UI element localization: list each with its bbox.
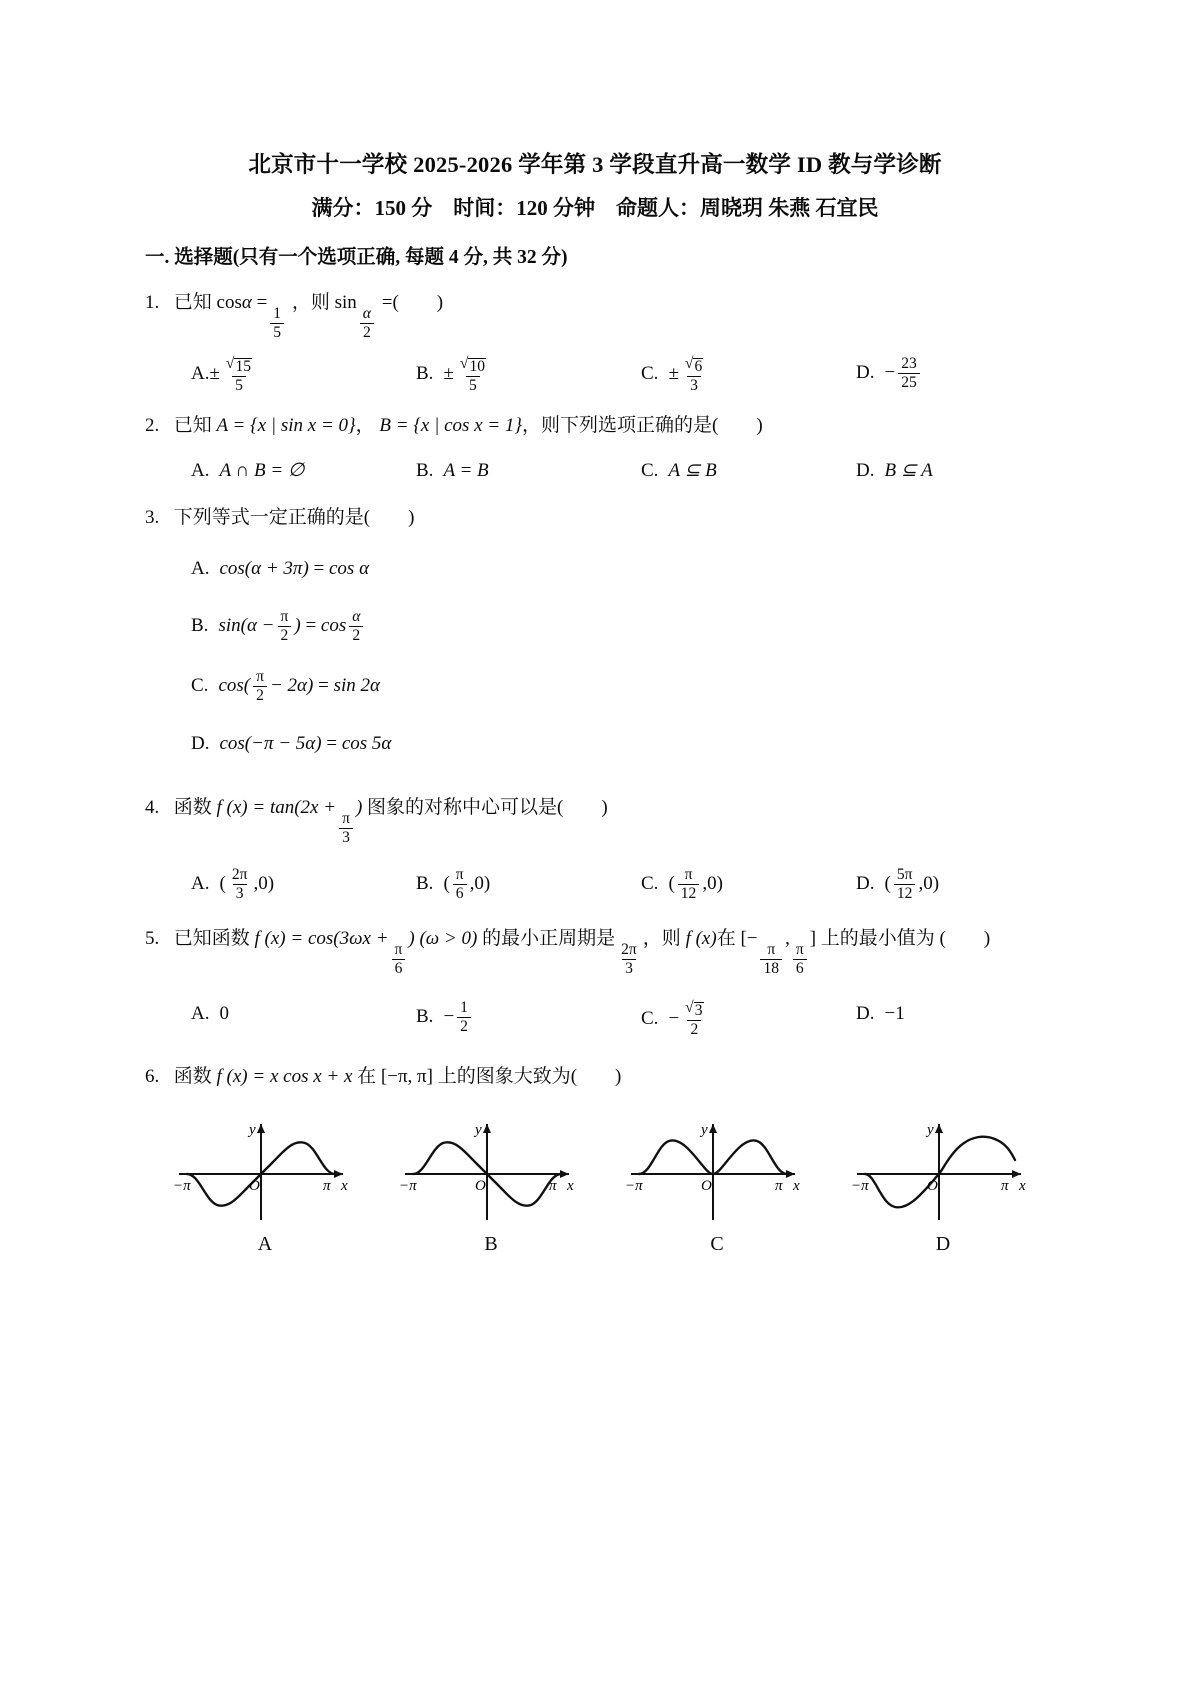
question-4-stem: 4. 函数 f (x) = tan(2x + $\frac{\pi}{3}$ ) 图象的对称中心可以是( ) <box>145 794 1045 845</box>
option-tag: C. <box>641 459 659 481</box>
question-3-stem <box>145 504 1045 533</box>
option-sign: ± <box>209 363 220 385</box>
question-2-option-a[interactable] <box>191 457 416 486</box>
option-sign: − <box>884 361 896 383</box>
question-3-option-c[interactable]: C. cos( $\frac{\pi}{2}$ − 2α) = sin 2α <box>191 668 380 704</box>
option-sign: ± <box>443 363 454 385</box>
graph-c-tick-right: π <box>775 1177 783 1194</box>
option-radicand: 10 <box>469 358 486 376</box>
question-5-function-tail: ) (ω > 0) <box>408 928 478 950</box>
graph-a-label: A <box>257 1232 273 1255</box>
question-5-option-d[interactable] <box>856 1000 1036 1029</box>
graph-c-label: C <box>710 1232 724 1255</box>
option-tag: A. <box>191 872 210 894</box>
question-1-ask-fraction: $\frac{\alpha}{2}$ <box>360 306 374 340</box>
question-2-option-d[interactable] <box>856 457 1036 486</box>
option-tag: C. <box>641 872 659 894</box>
option-tag: D. <box>856 361 875 383</box>
question-2-stem-suffix: ，则下列选项正确的是( ) <box>522 415 763 437</box>
option-tag: B. <box>416 872 434 894</box>
graph-b-origin-label: O <box>475 1177 486 1194</box>
question-4 <box>145 794 1045 901</box>
section-heading: 一. 选择题(只有一个选项正确, 每题 4 分, 共 32 分) <box>145 246 568 268</box>
question-5-stem-prefix: 已知函数 <box>173 928 250 950</box>
graph-b-x-label: x <box>567 1177 574 1194</box>
option-tag: C. <box>641 363 659 385</box>
question-6-option-b[interactable] <box>391 1112 591 1259</box>
question-5-stem-tail: ( ) <box>939 928 991 950</box>
graph-b-tick-left: −π <box>399 1177 417 1194</box>
option-tag: D. <box>856 459 875 481</box>
question-5-stem: 5. 已知函数 f (x) = cos(3ωx + $\frac{\pi}{6}$ ) (ω > 0) 的最小正周期是 $\frac{2\pi}{3}$ ，则 f (x)在 [− $\frac{\pi}{18}$ , $\frac{\pi}{6}$ ] 上的最小值为 ( ) <box>145 925 1045 976</box>
question-2-set-a: A = {x | sin x = 0} <box>216 415 356 437</box>
question-3-stem-text: 下列等式一定正确的是( ) <box>173 507 415 529</box>
option-denominator: 5 <box>466 376 480 394</box>
question-1-number: 1. <box>145 292 160 314</box>
option-text: A ⊆ B <box>668 459 717 481</box>
option-denominator: 3 <box>687 376 701 394</box>
option-tag: C. <box>641 1007 659 1029</box>
graph-c-x-label: x <box>793 1177 800 1194</box>
question-5-options <box>191 1000 1045 1037</box>
graph-c <box>617 1112 817 1227</box>
option-sign: − <box>668 1007 680 1029</box>
graph-a <box>165 1112 365 1227</box>
option-lhs-head: sin(α − <box>218 615 275 637</box>
option-text: A ∩ B = ∅ <box>219 459 305 481</box>
option-text: B ⊆ A <box>884 459 933 481</box>
option-tag: D. <box>856 872 875 894</box>
question-6-option-a[interactable] <box>165 1112 365 1259</box>
question-5-stem-mid2: ，则 <box>642 928 681 950</box>
option-numerator: 23 <box>901 355 917 373</box>
option-sign: ± <box>668 363 679 385</box>
question-6-function: f (x) = x cos x + x <box>216 1066 353 1088</box>
question-1-given-var: α <box>241 292 252 314</box>
question-2-option-b[interactable] <box>416 457 641 486</box>
option-tag: A. <box>191 363 210 385</box>
graph-d-label: D <box>935 1232 951 1255</box>
question-5-option-c[interactable]: C. − √ 3 2 <box>641 999 703 1038</box>
option-tag: D. <box>191 732 210 754</box>
question-6-option-d[interactable] <box>843 1112 1043 1259</box>
option-text: −1 <box>884 1003 905 1025</box>
graph-c-origin-label: O <box>701 1177 712 1194</box>
option-text: 0 <box>219 1003 229 1025</box>
graph-b-label: B <box>484 1232 498 1255</box>
page-title: 北京市十一学校 2025-2026 学年第 3 学段直升高一数学 ID 教与学诊断 <box>248 152 942 177</box>
option-rhs: cos 5α <box>341 732 392 754</box>
question-1-option-a[interactable]: A. ± √ 15 5 <box>191 355 252 394</box>
question-4-function-tail: ) <box>355 797 363 819</box>
option-tag: D. <box>856 1003 875 1025</box>
question-1-stem-mid: ，则 <box>291 292 330 314</box>
question-2-number: 2. <box>145 415 160 437</box>
question-2-stem <box>145 412 1045 441</box>
option-rhs: cos α <box>329 557 370 579</box>
graph-a-tick-right: π <box>323 1177 331 1194</box>
option-lhs-tail: ) <box>294 615 301 637</box>
option-tag: A. <box>191 557 210 579</box>
graph-d-origin-label: O <box>927 1177 938 1194</box>
question-6-option-c[interactable] <box>617 1112 817 1259</box>
question-5-function-name: f (x) <box>685 928 717 950</box>
question-1-option-c[interactable]: C. ± √ 6 3 <box>641 355 703 394</box>
question-5-option-a[interactable] <box>191 1000 416 1029</box>
question-4-option-d[interactable]: D. ( $\frac{5\pi}{12}$ ,0) <box>856 866 940 902</box>
question-4-stem-suffix: 图象的对称中心可以是( ) <box>367 797 608 819</box>
question-1 <box>145 289 1045 393</box>
option-lhs: cos(α + 3π) <box>219 557 309 579</box>
question-1-option-b[interactable]: B. ± √ 10 5 <box>416 355 486 394</box>
question-5-function-head: f (x) = cos(3ωx + <box>254 928 389 950</box>
question-4-option-a[interactable]: A. ( $\frac{2\pi}{3}$ ,0) <box>191 866 275 902</box>
graph-c-tick-left: −π <box>625 1177 643 1194</box>
question-1-given-fraction: $\frac{1}{5}$ <box>270 306 284 340</box>
question-1-given-fn: cos <box>216 292 242 314</box>
question-5-number: 5. <box>145 928 160 950</box>
option-lhs: cos(−π − 5α) <box>219 732 322 754</box>
question-4-function-head: f (x) = tan(2x + <box>216 797 337 819</box>
question-4-number: 4. <box>145 797 160 819</box>
option-sign: − <box>443 1006 455 1028</box>
question-6-stem <box>145 1063 1045 1092</box>
question-5 <box>145 925 1045 1037</box>
option-radicand: 3 <box>694 1002 703 1020</box>
option-tag: B. <box>416 363 434 385</box>
graph-a-tick-left: −π <box>173 1177 191 1194</box>
question-4-stem-prefix: 函数 <box>173 797 212 819</box>
question-3-option-a[interactable]: A. cos(α + 3π) = cos α <box>191 555 621 584</box>
question-1-stem: 1. 已知 cosα = $\frac{1}{5}$ ，则 sin $\frac{\alpha}{2}$ =( ) <box>145 289 1045 340</box>
question-3-option-d[interactable]: D. cos(−π − 5α) = cos 5α <box>191 730 621 759</box>
question-2-options <box>191 457 1045 486</box>
option-tag: B. <box>416 459 434 481</box>
graph-d-y-label: y <box>927 1121 934 1138</box>
option-text: A = B <box>443 459 489 481</box>
question-2-option-c[interactable] <box>641 457 856 486</box>
graph-a-origin-label: O <box>249 1177 260 1194</box>
option-denominator: 5 <box>232 376 246 394</box>
question-2-comma: ， <box>355 415 375 437</box>
graph-b <box>391 1112 591 1227</box>
option-tag: A. <box>191 1003 210 1025</box>
graph-d-tick-left: −π <box>851 1177 869 1194</box>
question-1-stem-suffix: =( ) <box>381 292 444 314</box>
question-5-interval-comma: , <box>785 928 790 950</box>
question-3-number: 3. <box>145 507 160 529</box>
question-5-stem-suffix: ] 上的最小值为 <box>809 928 935 950</box>
option-radicand: 15 <box>235 358 252 376</box>
question-5-stem-mid3: 在 [− <box>716 928 758 950</box>
exam-sheet <box>145 150 1045 1259</box>
option-tag: B. <box>416 1006 434 1028</box>
graph-d-tick-right: π <box>1001 1177 1009 1194</box>
question-6-graph-options <box>165 1112 1045 1259</box>
question-5-option-b[interactable]: B. − $\frac{1}{2}$ <box>416 1000 641 1034</box>
question-3 <box>145 504 1045 784</box>
question-1-option-d[interactable] <box>856 356 1036 390</box>
question-4-options <box>191 867 1045 901</box>
graph-d-x-label: x <box>1019 1177 1026 1194</box>
question-1-stem-prefix: 已知 <box>173 292 212 314</box>
option-denominator: 2 <box>687 1020 701 1038</box>
question-6-stem-prefix: 函数 <box>173 1066 212 1088</box>
question-5-stem-mid: 的最小正周期是 <box>482 928 616 950</box>
option-radicand: 6 <box>694 358 703 376</box>
question-2 <box>145 412 1045 485</box>
option-denominator: 25 <box>898 373 920 391</box>
graph-b-tick-right: π <box>549 1177 557 1194</box>
question-3-option-b[interactable]: B. sin(α − $\frac{\pi}{2}$ ) = cos $\frac{\alpha}{2}$ <box>191 609 621 643</box>
graph-c-y-label: y <box>701 1121 708 1138</box>
graph-b-y-label: y <box>475 1121 482 1138</box>
question-3-options <box>191 555 1045 784</box>
exam-meta-line: 满分：150 分 时间：120 分钟 命题人：周晓玥 朱燕 石宜民 <box>311 196 879 221</box>
question-6-number: 6. <box>145 1066 160 1088</box>
option-tag: B. <box>191 615 209 637</box>
graph-d <box>843 1112 1043 1227</box>
question-6-stem-mid: 在 [−π, π] 上的图象大致为( ) <box>357 1066 622 1088</box>
question-4-option-b[interactable]: B. ( $\frac{\pi}{6}$ ,0) <box>416 866 491 902</box>
option-lhs-head: cos( <box>218 675 251 697</box>
option-tag: A. <box>191 459 210 481</box>
question-1-options <box>191 356 1045 393</box>
question-2-stem-prefix: 已知 <box>173 415 212 437</box>
question-1-ask-fn: sin <box>334 292 357 314</box>
question-6 <box>145 1063 1045 1259</box>
graph-a-y-label: y <box>249 1121 256 1138</box>
option-rhs: sin 2α <box>333 675 380 697</box>
option-lhs-tail: − 2α) <box>269 675 314 697</box>
option-tag: C. <box>191 675 209 697</box>
option-rhs-head: cos <box>320 615 347 637</box>
question-2-set-b: B = {x | cos x = 1} <box>379 415 523 437</box>
graph-a-x-label: x <box>341 1177 348 1194</box>
question-4-option-c[interactable]: C. ( $\frac{\pi}{12}$ ,0) <box>641 866 723 902</box>
